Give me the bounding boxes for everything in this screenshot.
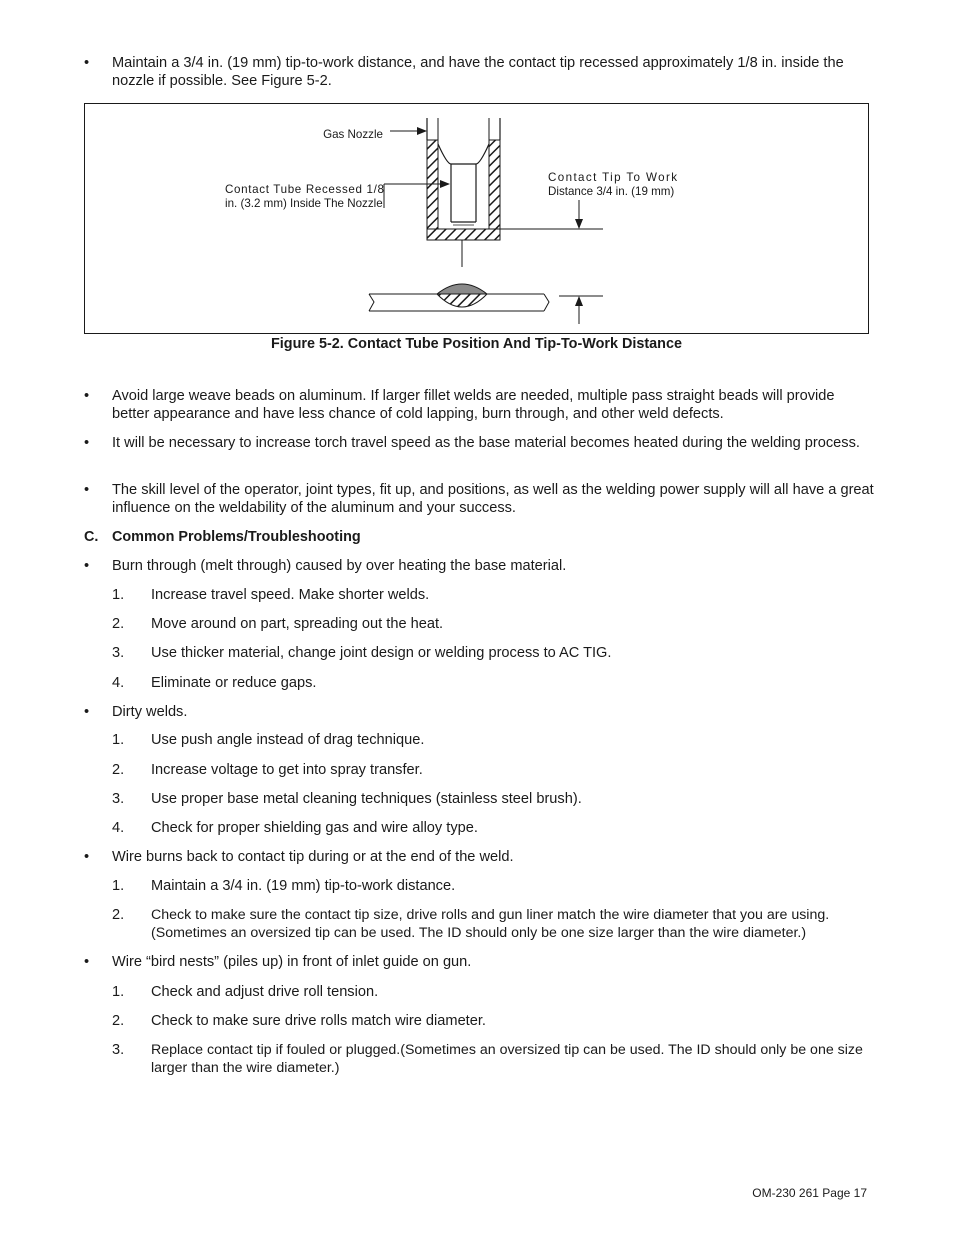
bullet-symbol: • (84, 388, 90, 404)
step-number: 3. (112, 645, 125, 661)
step-number: 3. (112, 1042, 125, 1058)
step-number: 2. (112, 907, 125, 923)
bullet-symbol: • (84, 849, 90, 865)
distance-label-line2: Distance 3/4 in. (19 mm) (548, 185, 675, 198)
problem-title: Burn through (melt through) caused by over heating the base material. (112, 558, 567, 574)
step-text: Use push angle instead of drag technique. (151, 732, 425, 748)
section-letter: C. (84, 529, 99, 545)
figure-caption: Figure 5-2. Contact Tube Position And Tip-To-Work Distance (271, 336, 682, 352)
problem-title: Wire “bird nests” (piles up) in front of inlet guide on gun. (112, 954, 472, 970)
step-text: Maintain a 3/4 in. (19 mm) tip-to-work distance. (151, 878, 456, 894)
step-number: 1. (112, 587, 125, 603)
step-text: Use proper base metal cleaning techniques (stainless steel brush). (151, 791, 582, 807)
section-title: Common Problems/Troubleshooting (112, 529, 361, 545)
step-number: 2. (112, 616, 125, 632)
step-number: 4. (112, 820, 125, 836)
step-number: 1. (112, 732, 125, 748)
step-text: Increase travel speed. Make shorter welds. (151, 587, 430, 603)
bullet-symbol: • (84, 558, 90, 574)
step-text: Eliminate or reduce gaps. (151, 675, 317, 691)
bullet-symbol: • (84, 55, 90, 71)
contact-tube-diagram (85, 104, 868, 333)
recess-label-line1: Contact Tube Recessed 1/8 (225, 183, 384, 196)
intro-bullet-text: Maintain a 3/4 in. (19 mm) tip-to-work distance, and have the contact tip recessed approximately 1/8 in. inside the nozzle if possible. See Figure 5-2. (112, 55, 844, 89)
contact-tube-shape (451, 164, 476, 225)
step-number: 1. (112, 984, 125, 1000)
step-text: Replace contact tip if fouled or plugged.(Sometimes an oversized tip can be used. The ID should only be one size larger than the wire diameter.) (151, 1042, 863, 1076)
bullet-symbol: • (84, 954, 90, 970)
section-heading (84, 528, 361, 546)
step-number: 2. (112, 1013, 125, 1029)
step-text: Move around on part, spreading out the heat. (151, 616, 444, 632)
problem-title: Wire burns back to contact tip during or at the end of the weld. (112, 849, 514, 865)
step-text: Check for proper shielding gas and wire alloy type. (151, 820, 478, 836)
page-footer: OM-230 261 Page 17 (752, 1186, 867, 1200)
bullet-text: Avoid large weave beads on aluminum. If larger fillet welds are needed, multiple pass straight beads will provide better appearance and have less chance of cold lapping, burn through, and other weld defects. (112, 388, 835, 422)
bullet-symbol: • (84, 482, 90, 498)
distance-label-line1: Contact Tip To Work (548, 171, 677, 184)
step-text: Check and adjust drive roll tension. (151, 984, 379, 1000)
step-number: 2. (112, 762, 125, 778)
step-text: Increase voltage to get into spray transfer. (151, 762, 423, 778)
step-text: Check to make sure drive rolls match wire diameter. (151, 1013, 486, 1029)
problem-title: Dirty welds. (112, 704, 188, 720)
step-number: 4. (112, 675, 125, 691)
gas-nozzle-label: Gas Nozzle (323, 128, 383, 141)
recess-label-line2: in. (3.2 mm) Inside The Nozzle (225, 197, 383, 210)
step-number: 3. (112, 791, 125, 807)
bullet-text: It will be necessary to increase torch travel speed as the base material becomes heated during the welding process. (112, 435, 860, 451)
figure-5-2 (84, 103, 869, 334)
step-text: Use thicker material, change joint design or welding process to AC TIG. (151, 645, 612, 661)
step-number: 1. (112, 878, 125, 894)
step-text: Check to make sure the contact tip size, drive rolls and gun liner match the wire diameter that you are using. (Sometimes an oversized tip can be used. The ID should only be one size larger than the wire diameter.) (151, 907, 830, 941)
bullet-text: The skill level of the operator, joint types, fit up, and positions, as well as the welding power supply will all have a great influence on the weldability of the aluminum and your success. (112, 482, 874, 516)
bullet-symbol: • (84, 435, 90, 451)
work-piece-shape (369, 284, 549, 311)
bullet-symbol: • (84, 704, 90, 720)
